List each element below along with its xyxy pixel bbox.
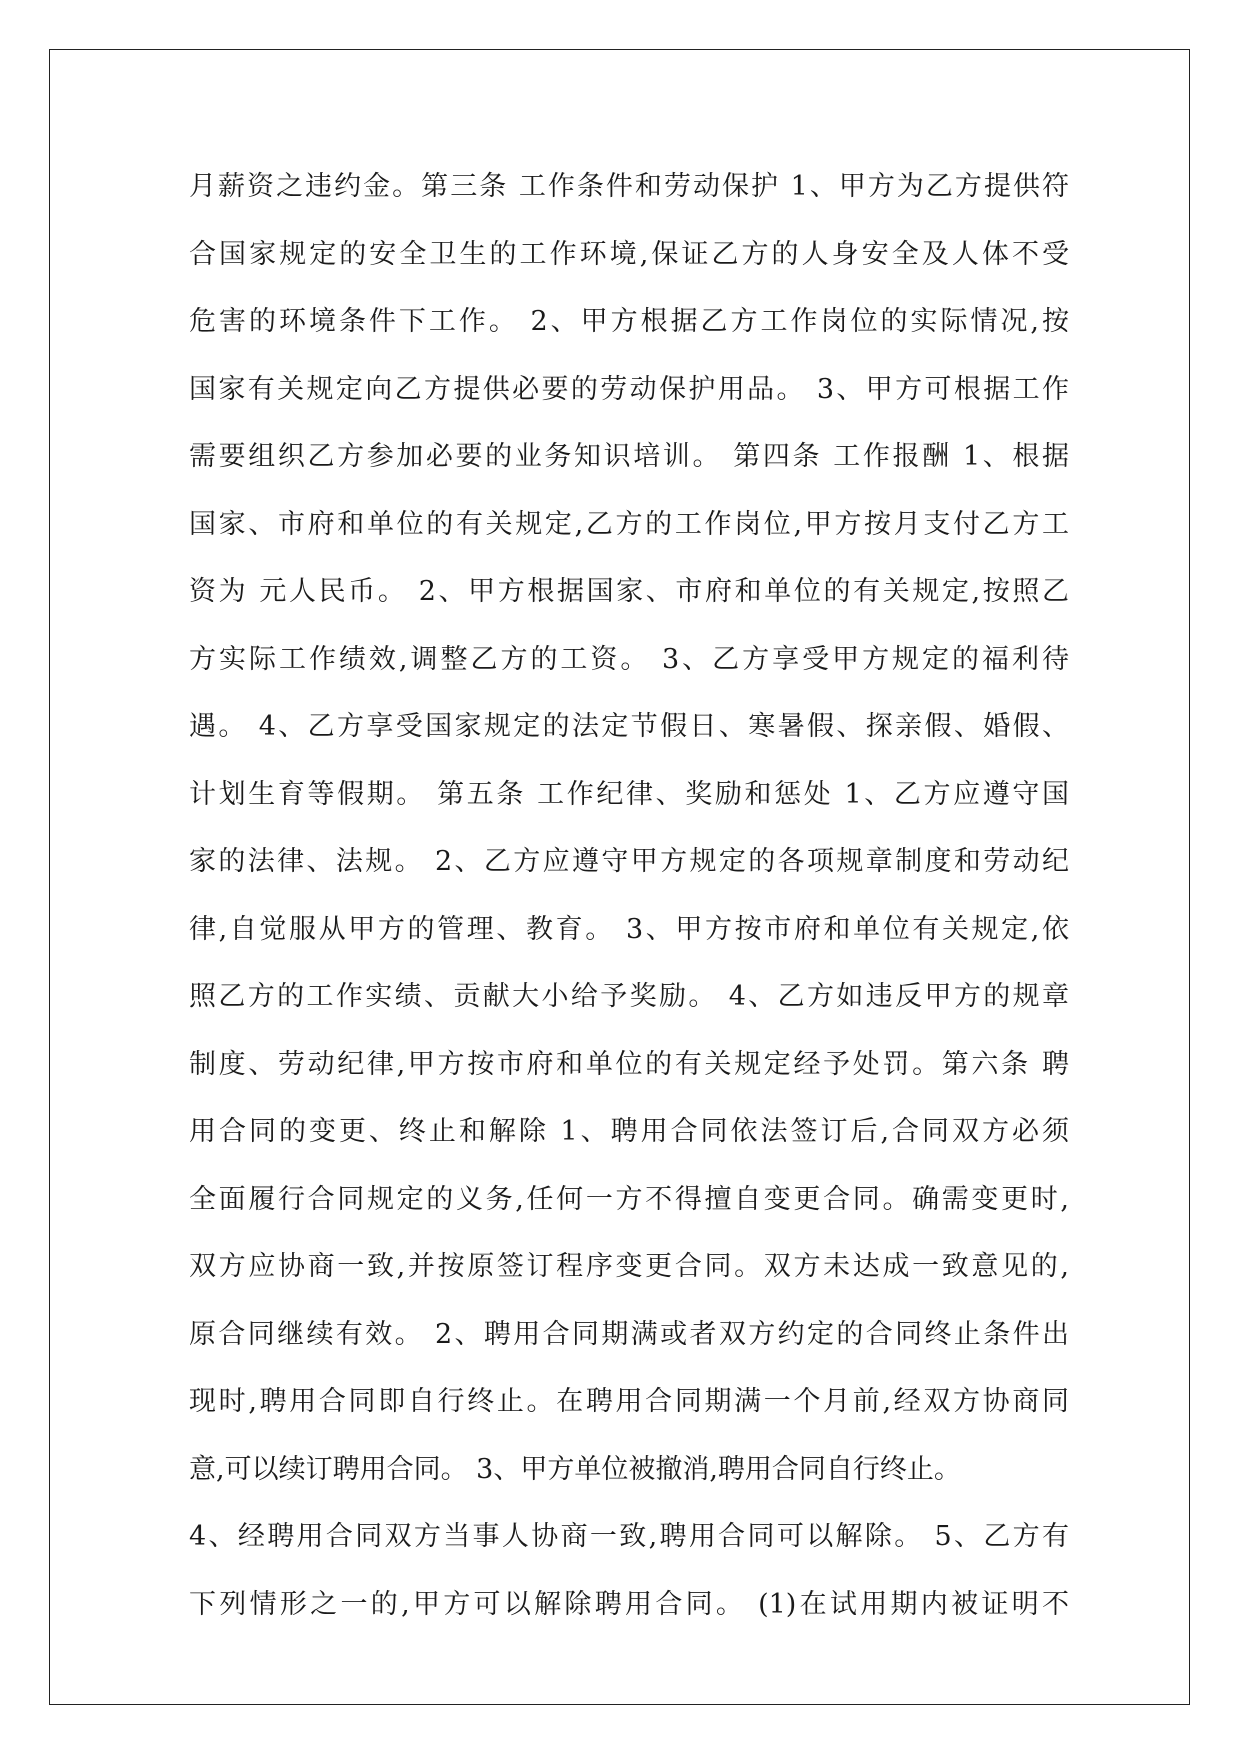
text-line: 需要组织乙方参加必要的业务知识培训。 第四条 工作报酬 1、根据 xyxy=(189,441,1069,472)
text-line: 双方应协商一致,并按原签订程序变更合同。双方未达成一致意见的, xyxy=(189,1251,1069,1282)
text-line: 合国家规定的安全卫生的工作环境,保证乙方的人身安全及人体不受 xyxy=(189,238,1069,270)
text-line: 资为 元人民币。 2、甲方根据国家、市府和单位的有关规定,按照乙 xyxy=(189,576,1069,607)
text-line: 照乙方的工作实绩、贡献大小给予奖励。 4、乙方如违反甲方的规章 xyxy=(189,981,1069,1012)
text-line: 现时,聘用合同即自行终止。在聘用合同期满一个月前,经双方协商同 xyxy=(189,1386,1069,1417)
text-line: 方实际工作绩效,调整乙方的工资。 3、乙方享受甲方规定的福利待 xyxy=(189,643,1069,675)
text-line: 原合同继续有效。 2、聘用合同期满或者双方约定的合同终止条件出 xyxy=(189,1318,1069,1350)
text-line: 遇。 4、乙方享受国家规定的法定节假日、寒暑假、探亲假、婚假、 xyxy=(189,711,1069,742)
text-line: 国家、市府和单位的有关规定,乙方的工作岗位,甲方按月支付乙方工 xyxy=(189,508,1069,540)
text-line: 危害的环境条件下工作。 2、甲方根据乙方工作岗位的实际情况,按 xyxy=(189,306,1069,337)
text-line: 国家有关规定向乙方提供必要的劳动保护用品。 3、甲方可根据工作 xyxy=(189,373,1069,405)
text-line: 用合同的变更、终止和解除 1、聘用合同依法签订后,合同双方必须 xyxy=(189,1116,1069,1147)
contract-body-text xyxy=(189,153,1069,1638)
text-line: 意,可以续订聘用合同。 3、甲方单位被撤消,聘用合同自行终止。 xyxy=(189,1453,961,1485)
text-line: 计划生育等假期。 第五条 工作纪律、奖励和惩处 1、乙方应遵守国 xyxy=(189,778,1069,810)
text-line: 下列情形之一的,甲方可以解除聘用合同。 (1)在试用期内被证明不 xyxy=(189,1588,1069,1620)
text-line: 家的法律、法规。 2、乙方应遵守甲方规定的各项规章制度和劳动纪 xyxy=(189,846,1069,877)
text-line: 全面履行合同规定的义务,任何一方不得擅自变更合同。确需变更时, xyxy=(189,1183,1069,1215)
text-line: 月薪资之违约金。第三条 工作条件和劳动保护 1、甲方为乙方提供符 xyxy=(189,171,1069,202)
text-line: 律,自觉服从甲方的管理、教育。 3、甲方按市府和单位有关规定,依 xyxy=(189,913,1069,945)
text-line: 4、经聘用合同双方当事人协商一致,聘用合同可以解除。 5、乙方有 xyxy=(189,1521,1069,1552)
text-line: 制度、劳动纪律,甲方按市府和单位的有关规定经予处罚。第六条 聘 xyxy=(189,1048,1069,1080)
